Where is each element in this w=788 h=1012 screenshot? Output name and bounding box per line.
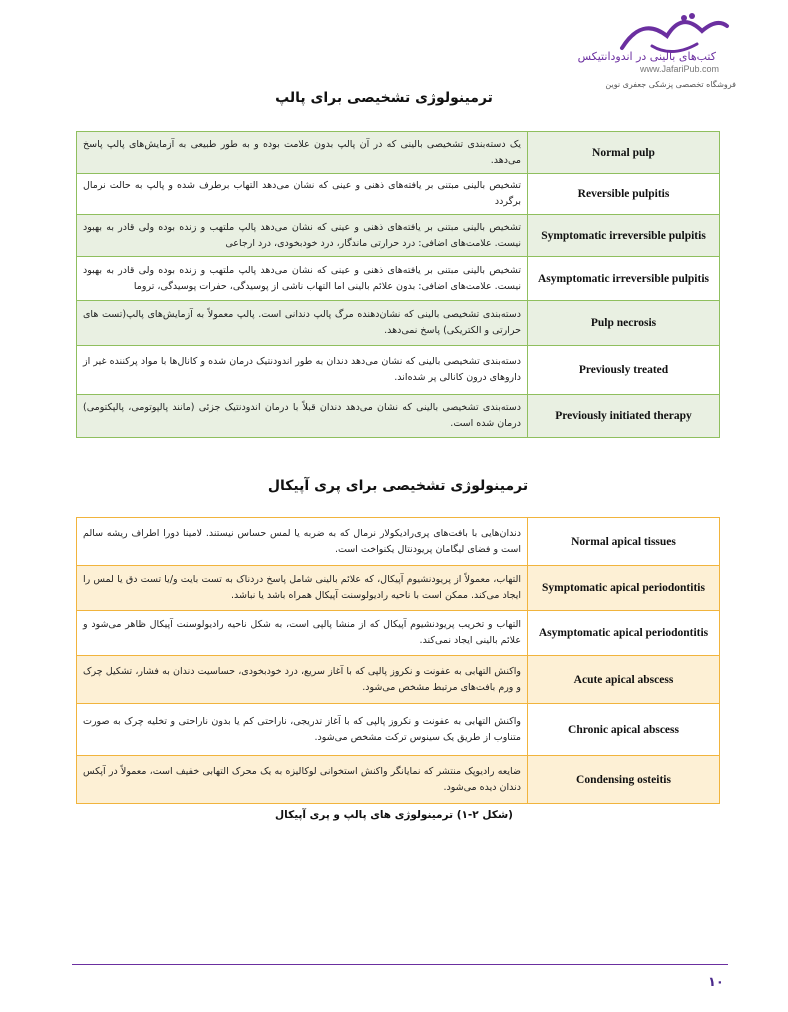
figure-caption: (شکل ۲-۱) ترمینولوژی های پالپ و پری آپیکال [275,809,513,821]
row-description: تشخیص بالینی مبتنی بر یافته‌های ذهنی و عینی که نشان می‌دهد پالپ ملتهب و زنده بوده ولی قادر به بهبود نیست. علامت‌های اضافی: بدون علائم بالینی اما التهاب ناشی از پوسیدگی، حفرات پوسیدگی، تروما [77,257,528,301]
row-description: دسته‌بندی تشخیصی بالینی که نشان می‌دهد دندان به طور اندودنتیک درمان شده و کانال‌ها با مواد پرکننده غیر از داروهای درون کانالی پر شده‌اند. [77,346,528,395]
table-row [77,301,720,346]
table-row [77,395,720,438]
row-term: Normal pulp [528,132,720,174]
table-row [77,704,720,756]
pulp-section-title: ترمینولوژی تشخیصی برای پالپ [275,90,493,106]
table-row [77,611,720,656]
table-row [77,174,720,215]
row-term: Asymptomatic irreversible pulpitis [528,257,720,301]
table-row [77,518,720,566]
pulp-terminology-table [76,131,720,438]
periapical-section-title: ترمینولوژی تشخیصی برای پری آپیکال [267,478,529,494]
row-description: التهاب و تخریب پریودنشیوم آپیکال که از منشا پالپی است، به شکل ناحیه رادیولوسنت آپیکال ظاهر می‌شود و علائم بالینی ایجاد نمی‌کند. [77,611,528,656]
page-header [0,0,788,100]
row-term: Chronic apical abscess [528,704,720,756]
row-description: دسته‌بندی تشخیصی بالینی که نشان‌دهنده مرگ پالپ دندانی است. پالپ معمولاً به آزمایش‌های پالپ(تست های حرارتی و الکتریکی) پاسخ نمی‌دهد. [77,301,528,346]
row-description: تشخیص بالینی مبتنی بر یافته‌های ذهنی و عینی که نشان می‌دهد التهاب برطرف شده و پالپ به حالت نرمال برگردد [77,174,528,215]
table-row [77,257,720,301]
row-term: Previously treated [528,346,720,395]
row-term: Reversible pulpitis [528,174,720,215]
periapical-terminology-table [76,517,720,804]
brand-subtitle: فروشگاه تخصصی پزشکی جعفری نوین [605,80,736,89]
table-row [77,132,720,174]
table-row [77,346,720,395]
row-term: Previously initiated therapy [528,395,720,438]
row-description: دسته‌بندی تشخیصی بالینی که نشان می‌دهد دندان قبلاً با درمان اندودنتیک جزئی (مانند پالپوتومی، پالپکتومی) درمان شده است. [77,395,528,438]
footer-divider [72,964,728,965]
row-description: دندان‌هایی با بافت‌های پری‌رادیکولار نرمال که به ضربه یا لمس حساس نیستند. لامینا دورا اطراف ریشه سالم است و فضای لیگامان پریودنتال یکنواخت است. [77,518,528,566]
brand-line: کتب‌های بالینی در اندودانتیکس [577,50,716,63]
row-term: Normal apical tissues [528,518,720,566]
row-description: واکنش التهابی به عفونت و نکروز پالپی که با آغاز سریع، درد خودبخودی، حساسیت دندان به فشار، تشکیل چرک و ورم بافت‌های مرتبط مشخص می‌شود. [77,656,528,704]
row-description: یک دسته‌بندی تشخیصی بالینی که در آن پالپ بدون علامت بوده و به طور طبیعی به آزمایش‌های پالپ پاسخ می‌دهد. [77,132,528,174]
table-row [77,756,720,804]
row-description: تشخیص بالینی مبتنی بر یافته‌های ذهنی و عینی که نشان می‌دهد پالپ ملتهب و زنده بوده ولی قادر به بهبود نیست. علامت‌های اضافی: درد حرارتی ماندگار، درد خودبخودی، درد ارجاعی [77,215,528,257]
page-number: ۱۰ [708,975,724,990]
row-term: Pulp necrosis [528,301,720,346]
row-description: التهاب، معمولاً از پریودنشیوم آپیکال، که علائم بالینی شامل پاسخ دردناک به تست بایت و/یا تست دق یا لمس را ایجاد می‌کند. ممکن است با ناحیه رادیولوسنت آپیکال همراه باشد یا نباشد. [77,566,528,611]
row-description: ضایعه رادیوپک منتشر که نمایانگر واکنش استخوانی لوکالیزه به یک محرک التهابی خفیف است، معمولاً در آپکس دندان دیده می‌شود. [77,756,528,804]
row-term: Symptomatic irreversible pulpitis [528,215,720,257]
row-term: Condensing osteitis [528,756,720,804]
row-description: واکنش التهابی به عفونت و نکروز پالپی که با آغاز تدریجی، ناراحتی کم یا بدون ناراحتی و تخلیه چرک به صورت متناوب از طریق یک سینوس ترکت مشخص می‌شود. [77,704,528,756]
brand-url[interactable]: www.JafariPub.com [640,64,720,74]
row-term: Acute apical abscess [528,656,720,704]
table-row [77,215,720,257]
row-term: Symptomatic apical periodontitis [528,566,720,611]
table-row [77,566,720,611]
table-row [77,656,720,704]
row-term: Asymptomatic apical periodontitis [528,611,720,656]
